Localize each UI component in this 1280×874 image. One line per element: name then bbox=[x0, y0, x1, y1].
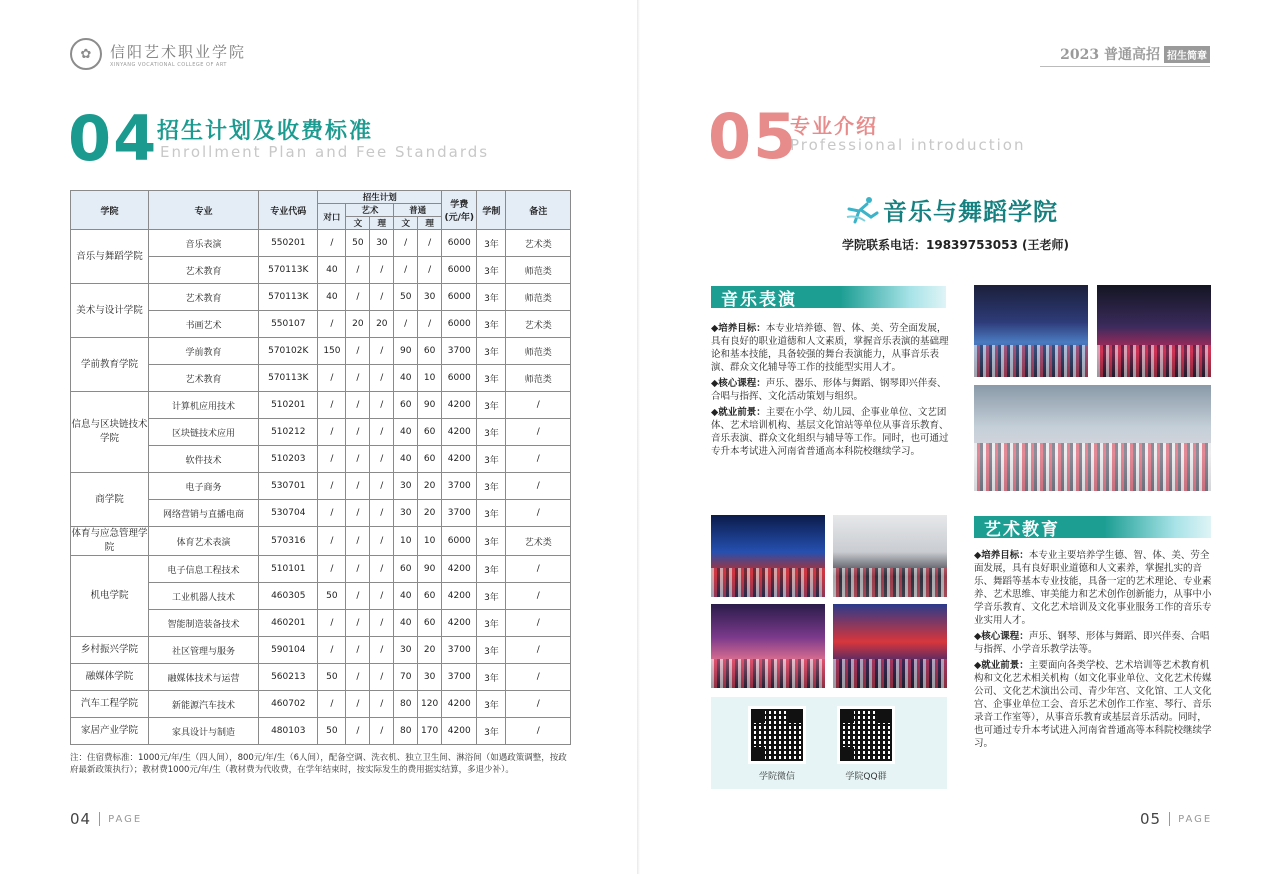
cell-code: 560213 bbox=[259, 664, 318, 691]
cell-fee: 6000 bbox=[442, 257, 477, 284]
cell-dur: 3年 bbox=[477, 230, 506, 257]
qr-panel bbox=[711, 697, 947, 789]
wechat-qr-code[interactable] bbox=[748, 706, 806, 764]
cell-code: 590104 bbox=[259, 637, 318, 664]
cell-code: 480103 bbox=[259, 718, 318, 745]
college-cell: 乡村振兴学院 bbox=[71, 637, 149, 664]
brochure-box-label: 招生简章 bbox=[1164, 46, 1210, 63]
cell-art-l: / bbox=[370, 446, 394, 473]
cell-duikou: 50 bbox=[318, 583, 346, 610]
cell-art-l: / bbox=[370, 610, 394, 637]
header-art-wen: 文 bbox=[346, 217, 370, 230]
cell-gen-w: 10 bbox=[394, 527, 418, 556]
cell-code: 550107 bbox=[259, 311, 318, 338]
cell-fee: 6000 bbox=[442, 284, 477, 311]
table-row bbox=[71, 556, 571, 583]
desc-item: ◆就业前景：主要面向各类学校、艺术培训等艺术教育机构和文化艺术相关机构（如文化事业单位、文化艺术传媒公司、文化艺术演出公司、青少年宫、文化馆、工人文化宫、企事业单位工会、音乐艺术创作工作室、琴行、音乐录音工作室等），从事音乐教育或基层音乐活动。同时，也可通过专升本考试进入河南省普通高等本科院校继续学习。 bbox=[974, 660, 1212, 749]
table-row bbox=[71, 338, 571, 365]
major-desc-music-performance bbox=[711, 322, 949, 461]
cell-major: 电子商务 bbox=[148, 473, 258, 500]
cell-art-l: / bbox=[370, 257, 394, 284]
header-code: 专业代码 bbox=[259, 191, 318, 230]
cell-fee: 6000 bbox=[442, 365, 477, 392]
header-duikou: 对口 bbox=[318, 204, 346, 230]
cell-dur: 3年 bbox=[477, 257, 506, 284]
cell-dur: 3年 bbox=[477, 691, 506, 718]
cell-art-l: / bbox=[370, 556, 394, 583]
cell-art-w: / bbox=[346, 419, 370, 446]
table-row bbox=[71, 527, 571, 556]
cell-gen-w: 70 bbox=[394, 664, 418, 691]
header-major: 专业 bbox=[148, 191, 258, 230]
cell-dur: 3年 bbox=[477, 718, 506, 745]
cell-dur: 3年 bbox=[477, 527, 506, 556]
cell-fee: 4200 bbox=[442, 446, 477, 473]
college-cell: 美术与设计学院 bbox=[71, 284, 149, 338]
page-label: PAGE bbox=[108, 813, 143, 825]
cell-code: 510212 bbox=[259, 419, 318, 446]
section-title-right: 专业介绍 bbox=[790, 114, 878, 138]
cell-gen-w: / bbox=[394, 311, 418, 338]
cell-remark: / bbox=[506, 691, 571, 718]
cell-gen-l: 60 bbox=[418, 338, 442, 365]
cell-fee: 4200 bbox=[442, 691, 477, 718]
college-cell: 机电学院 bbox=[71, 556, 149, 637]
performance-photo bbox=[711, 515, 825, 597]
section-number-right: 05 bbox=[708, 100, 799, 173]
cell-fee: 6000 bbox=[442, 230, 477, 257]
cell-art-w: / bbox=[346, 257, 370, 284]
cell-art-l: / bbox=[370, 392, 394, 419]
cell-major: 家具设计与制造 bbox=[148, 718, 258, 745]
qq-group-qr-label: 学院QQ群 bbox=[845, 772, 887, 782]
cell-art-w: / bbox=[346, 500, 370, 527]
cell-gen-l: 120 bbox=[418, 691, 442, 718]
cell-gen-l: / bbox=[418, 257, 442, 284]
header-fee: 学费(元/年) bbox=[442, 191, 477, 230]
cell-code: 570102K bbox=[259, 338, 318, 365]
cell-major: 智能制造装备技术 bbox=[148, 610, 258, 637]
wechat-qr-label: 学院微信 bbox=[758, 772, 795, 782]
desc-item: ◆核心课程：声乐、钢琴、形体与舞蹈、即兴伴奏、合唱与指挥、小学音乐教学法等。 bbox=[974, 631, 1210, 655]
header-general-li: 理 bbox=[418, 217, 442, 230]
header-general-wen: 文 bbox=[394, 217, 418, 230]
cell-art-w: / bbox=[346, 664, 370, 691]
college-cell: 学前教育学院 bbox=[71, 338, 149, 392]
cell-gen-l: 90 bbox=[418, 556, 442, 583]
cell-gen-l: 20 bbox=[418, 500, 442, 527]
cell-code: 570113K bbox=[259, 284, 318, 311]
cell-art-w: / bbox=[346, 637, 370, 664]
cell-duikou: 40 bbox=[318, 257, 346, 284]
college-cell: 信息与区块链技术学院 bbox=[71, 392, 149, 473]
cell-duikou: / bbox=[318, 556, 346, 583]
cell-dur: 3年 bbox=[477, 284, 506, 311]
cell-fee: 4200 bbox=[442, 419, 477, 446]
cell-major: 艺术教育 bbox=[148, 365, 258, 392]
cell-major: 工业机器人技术 bbox=[148, 583, 258, 610]
table-row bbox=[71, 392, 571, 419]
cell-gen-l: / bbox=[418, 230, 442, 257]
cell-gen-w: 40 bbox=[394, 446, 418, 473]
cell-gen-w: 60 bbox=[394, 556, 418, 583]
cell-gen-l: 170 bbox=[418, 718, 442, 745]
cell-dur: 3年 bbox=[477, 637, 506, 664]
cell-gen-l: / bbox=[418, 311, 442, 338]
cell-remark: / bbox=[506, 610, 571, 637]
cell-major: 电子信息工程技术 bbox=[148, 556, 258, 583]
cell-art-w: / bbox=[346, 556, 370, 583]
performance-photo bbox=[1097, 285, 1211, 377]
header-college: 学院 bbox=[71, 191, 149, 230]
performance-photo bbox=[974, 385, 1211, 491]
cell-duikou: 50 bbox=[318, 664, 346, 691]
desc-item: ◆就业前景：主要在小学、幼儿园、企事业单位、文艺团体、艺术培训机构、基层文化馆站等单位从事音乐教育、音乐表演、群众文化组织与辅导等工作。同时，也可通过专升本考试进入河南省普通高本科院校继续学习。 bbox=[711, 407, 949, 457]
performance-photo bbox=[711, 604, 825, 688]
header-art-li: 理 bbox=[370, 217, 394, 230]
cell-major: 新能源汽车技术 bbox=[148, 691, 258, 718]
cell-remark: / bbox=[506, 664, 571, 691]
page-number: 04 bbox=[70, 810, 92, 828]
cell-art-w: 20 bbox=[346, 311, 370, 338]
cell-remark: / bbox=[506, 500, 571, 527]
header-remark: 备注 bbox=[506, 191, 571, 230]
school-title bbox=[845, 192, 1058, 227]
school-seal-icon: ✿ bbox=[70, 38, 102, 70]
section-english-title-right: Professional introduction bbox=[790, 136, 1026, 154]
page-number: 05 bbox=[1140, 810, 1162, 828]
header-divider bbox=[1040, 66, 1210, 67]
cell-dur: 3年 bbox=[477, 446, 506, 473]
cell-gen-l: 20 bbox=[418, 637, 442, 664]
cell-art-w: 50 bbox=[346, 230, 370, 257]
cell-major: 体育艺术表演 bbox=[148, 527, 258, 556]
cell-gen-w: 30 bbox=[394, 637, 418, 664]
cell-art-l: 20 bbox=[370, 311, 394, 338]
cell-code: 510203 bbox=[259, 446, 318, 473]
cell-remark: / bbox=[506, 583, 571, 610]
cell-gen-w: 90 bbox=[394, 338, 418, 365]
cell-code: 510101 bbox=[259, 556, 318, 583]
cell-gen-w: 40 bbox=[394, 610, 418, 637]
cell-code: 460305 bbox=[259, 583, 318, 610]
cell-duikou: / bbox=[318, 392, 346, 419]
cell-fee: 3700 bbox=[442, 637, 477, 664]
header-general: 普通 bbox=[394, 204, 442, 217]
logo-chinese-name: 信阳艺术职业学院 bbox=[110, 42, 247, 61]
section-number: 04 bbox=[68, 102, 159, 175]
cell-code: 570113K bbox=[259, 365, 318, 392]
cell-duikou: / bbox=[318, 311, 346, 338]
cell-dur: 3年 bbox=[477, 610, 506, 637]
cell-gen-w: 30 bbox=[394, 500, 418, 527]
cell-art-l: / bbox=[370, 473, 394, 500]
cell-fee: 3700 bbox=[442, 500, 477, 527]
cell-code: 570316 bbox=[259, 527, 318, 556]
cell-major: 社区管理与服务 bbox=[148, 637, 258, 664]
cell-gen-l: 20 bbox=[418, 473, 442, 500]
cell-code: 570113K bbox=[259, 257, 318, 284]
section-title: 招生计划及收费标准 bbox=[157, 119, 374, 144]
college-cell: 音乐与舞蹈学院 bbox=[71, 230, 149, 284]
cell-art-l: 30 bbox=[370, 230, 394, 257]
cell-art-w: / bbox=[346, 691, 370, 718]
cell-fee: 4200 bbox=[442, 556, 477, 583]
cell-art-l: / bbox=[370, 419, 394, 446]
major-desc-art-education bbox=[974, 549, 1212, 753]
cell-gen-w: 40 bbox=[394, 365, 418, 392]
cell-art-l: / bbox=[370, 583, 394, 610]
cell-dur: 3年 bbox=[477, 556, 506, 583]
school-name: 音乐与舞蹈学院 bbox=[883, 197, 1058, 226]
cell-remark: 艺术类 bbox=[506, 311, 571, 338]
cell-duikou: / bbox=[318, 637, 346, 664]
cell-remark: 艺术类 bbox=[506, 527, 571, 556]
cell-dur: 3年 bbox=[477, 473, 506, 500]
cell-dur: 3年 bbox=[477, 500, 506, 527]
cell-major: 艺术教育 bbox=[148, 284, 258, 311]
cell-fee: 4200 bbox=[442, 718, 477, 745]
cell-remark: / bbox=[506, 718, 571, 745]
cell-major: 学前教育 bbox=[148, 338, 258, 365]
desc-item: ◆培养目标：本专业培养德、智、体、美、劳全面发展，具有良好的职业道德和人文素质，掌握音乐表演的基础理论和基本技能，具备较强的舞台表演能力，从事音乐表演、群众文化辅导等工作的技能型实用人才。 bbox=[711, 323, 949, 373]
cell-code: 510201 bbox=[259, 392, 318, 419]
cell-fee: 4200 bbox=[442, 392, 477, 419]
cell-gen-l: 10 bbox=[418, 527, 442, 556]
cell-gen-l: 60 bbox=[418, 446, 442, 473]
cell-fee: 6000 bbox=[442, 311, 477, 338]
table-row bbox=[71, 284, 571, 311]
cell-duikou: / bbox=[318, 610, 346, 637]
brochure-header bbox=[1060, 44, 1210, 64]
school-phone: 学院联系电话：19839753053 (王老师) bbox=[842, 238, 1069, 252]
cell-duikou: / bbox=[318, 446, 346, 473]
cell-gen-w: 50 bbox=[394, 284, 418, 311]
cell-art-w: / bbox=[346, 583, 370, 610]
cell-code: 530701 bbox=[259, 473, 318, 500]
cell-dur: 3年 bbox=[477, 392, 506, 419]
cell-fee: 3700 bbox=[442, 473, 477, 500]
cell-remark: / bbox=[506, 637, 571, 664]
cell-duikou: 50 bbox=[318, 718, 346, 745]
cell-art-w: / bbox=[346, 392, 370, 419]
cell-code: 530704 bbox=[259, 500, 318, 527]
cell-art-l: / bbox=[370, 365, 394, 392]
cell-art-w: / bbox=[346, 338, 370, 365]
table-row bbox=[71, 718, 571, 745]
cell-code: 460201 bbox=[259, 610, 318, 637]
table-row bbox=[71, 473, 571, 500]
cell-gen-w: / bbox=[394, 230, 418, 257]
performance-photo bbox=[833, 604, 947, 688]
cell-gen-l: 60 bbox=[418, 610, 442, 637]
college-cell: 体育与应急管理学院 bbox=[71, 527, 149, 556]
cell-art-l: / bbox=[370, 527, 394, 556]
header-art: 艺术 bbox=[346, 204, 394, 217]
cell-remark: 艺术类 bbox=[506, 230, 571, 257]
school-logo bbox=[70, 38, 246, 70]
cell-art-l: / bbox=[370, 637, 394, 664]
cell-fee: 6000 bbox=[442, 527, 477, 556]
cell-gen-w: 60 bbox=[394, 392, 418, 419]
logo-english-name: XINYANG VOCATIONAL COLLEGE OF ART bbox=[110, 61, 227, 68]
table-row bbox=[71, 691, 571, 718]
cell-duikou: / bbox=[318, 230, 346, 257]
cell-art-w: / bbox=[346, 718, 370, 745]
cell-gen-w: 80 bbox=[394, 718, 418, 745]
cell-duikou: / bbox=[318, 691, 346, 718]
cell-art-w: / bbox=[346, 610, 370, 637]
cell-remark: 师范类 bbox=[506, 257, 571, 284]
college-cell: 融媒体学院 bbox=[71, 664, 149, 691]
performance-photo bbox=[974, 285, 1088, 377]
cell-major: 网络营销与直播电商 bbox=[148, 500, 258, 527]
section-english-title: Enrollment Plan and Fee Standards bbox=[160, 143, 490, 161]
brochure-year: 2023 普通高招 bbox=[1060, 47, 1160, 63]
cell-art-l: / bbox=[370, 284, 394, 311]
cell-duikou: 40 bbox=[318, 284, 346, 311]
cell-remark: 师范类 bbox=[506, 365, 571, 392]
college-cell: 家居产业学院 bbox=[71, 718, 149, 745]
header-duration: 学制 bbox=[477, 191, 506, 230]
cell-remark: 师范类 bbox=[506, 338, 571, 365]
cell-art-w: / bbox=[346, 284, 370, 311]
cell-major: 融媒体技术与运营 bbox=[148, 664, 258, 691]
cell-fee: 4200 bbox=[442, 583, 477, 610]
page-number-right bbox=[1140, 810, 1212, 828]
cell-dur: 3年 bbox=[477, 583, 506, 610]
cell-art-l: / bbox=[370, 500, 394, 527]
cell-major: 书画艺术 bbox=[148, 311, 258, 338]
cell-gen-l: 90 bbox=[418, 392, 442, 419]
cell-duikou: / bbox=[318, 419, 346, 446]
header-plan: 招生计划 bbox=[318, 191, 442, 204]
desc-item: ◆核心课程：声乐、器乐、形体与舞蹈、钢琴即兴伴奏、合唱与指挥、文化活动策划与组织。 bbox=[711, 378, 947, 402]
cell-art-l: / bbox=[370, 718, 394, 745]
cell-dur: 3年 bbox=[477, 419, 506, 446]
cell-gen-w: 40 bbox=[394, 419, 418, 446]
fee-note: 注：住宿费标准：1000元/年/生（四人间），800元/年/生（6人间），配备空调、洗衣机、独立卫生间、淋浴间（如遇政策调整，按政府最新政策执行）；教材费1000元/年/生（教材费为代收费，在学年结束时，按实际发生的费用据实结算，多退少补）。 bbox=[70, 753, 567, 775]
cell-fee: 3700 bbox=[442, 664, 477, 691]
cell-remark: / bbox=[506, 419, 571, 446]
cell-art-w: / bbox=[346, 527, 370, 556]
college-cell: 商学院 bbox=[71, 473, 149, 527]
page-number-left bbox=[70, 810, 142, 828]
cell-gen-l: 30 bbox=[418, 284, 442, 311]
cell-major: 艺术教育 bbox=[148, 257, 258, 284]
enrollment-table bbox=[70, 190, 571, 745]
cell-gen-w: 80 bbox=[394, 691, 418, 718]
cell-art-w: / bbox=[346, 365, 370, 392]
major-tag-music-performance: 音乐表演 bbox=[711, 286, 946, 308]
qq-group-qr-code[interactable] bbox=[837, 706, 895, 764]
cell-art-l: / bbox=[370, 664, 394, 691]
cell-remark: / bbox=[506, 473, 571, 500]
table-row bbox=[71, 230, 571, 257]
cell-major: 音乐表演 bbox=[148, 230, 258, 257]
major-tag-art-education: 艺术教育 bbox=[974, 516, 1211, 538]
dancer-icon bbox=[845, 195, 879, 225]
performance-photo bbox=[833, 515, 947, 597]
cell-gen-l: 60 bbox=[418, 583, 442, 610]
cell-gen-l: 60 bbox=[418, 419, 442, 446]
cell-remark: 师范类 bbox=[506, 284, 571, 311]
cell-remark: / bbox=[506, 392, 571, 419]
cell-fee: 4200 bbox=[442, 610, 477, 637]
cell-duikou: / bbox=[318, 365, 346, 392]
cell-major: 区块链技术应用 bbox=[148, 419, 258, 446]
cell-remark: / bbox=[506, 446, 571, 473]
cell-fee: 3700 bbox=[442, 338, 477, 365]
cell-code: 460702 bbox=[259, 691, 318, 718]
cell-major: 软件技术 bbox=[148, 446, 258, 473]
cell-art-w: / bbox=[346, 473, 370, 500]
cell-duikou: 150 bbox=[318, 338, 346, 365]
cell-gen-w: 30 bbox=[394, 473, 418, 500]
enrollment-table-body bbox=[71, 230, 571, 745]
cell-code: 550201 bbox=[259, 230, 318, 257]
cell-gen-l: 10 bbox=[418, 365, 442, 392]
page-label: PAGE bbox=[1178, 813, 1213, 825]
cell-dur: 3年 bbox=[477, 311, 506, 338]
cell-remark: / bbox=[506, 556, 571, 583]
table-row bbox=[71, 637, 571, 664]
cell-duikou: / bbox=[318, 500, 346, 527]
cell-dur: 3年 bbox=[477, 365, 506, 392]
cell-gen-l: 30 bbox=[418, 664, 442, 691]
college-cell: 汽车工程学院 bbox=[71, 691, 149, 718]
cell-art-l: / bbox=[370, 338, 394, 365]
cell-gen-w: / bbox=[394, 257, 418, 284]
cell-art-w: / bbox=[346, 446, 370, 473]
table-row bbox=[71, 664, 571, 691]
cell-major: 计算机应用技术 bbox=[148, 392, 258, 419]
cell-duikou: / bbox=[318, 527, 346, 556]
cell-dur: 3年 bbox=[477, 664, 506, 691]
cell-duikou: / bbox=[318, 473, 346, 500]
desc-item: ◆培养目标：本专业主要培养学生德、智、体、美、劳全面发展，具有良好职业道德和人文素养，掌握扎实的音乐、舞蹈等基本专业技能，具备一定的艺术理论、专业素养、艺术思维、审美能力和艺术创作创新能力，从事中小学音乐教育、文化艺术培训及文化事业服务工作的音乐专业实用人才。 bbox=[974, 550, 1212, 626]
cell-dur: 3年 bbox=[477, 338, 506, 365]
cell-gen-w: 40 bbox=[394, 583, 418, 610]
cell-art-l: / bbox=[370, 691, 394, 718]
